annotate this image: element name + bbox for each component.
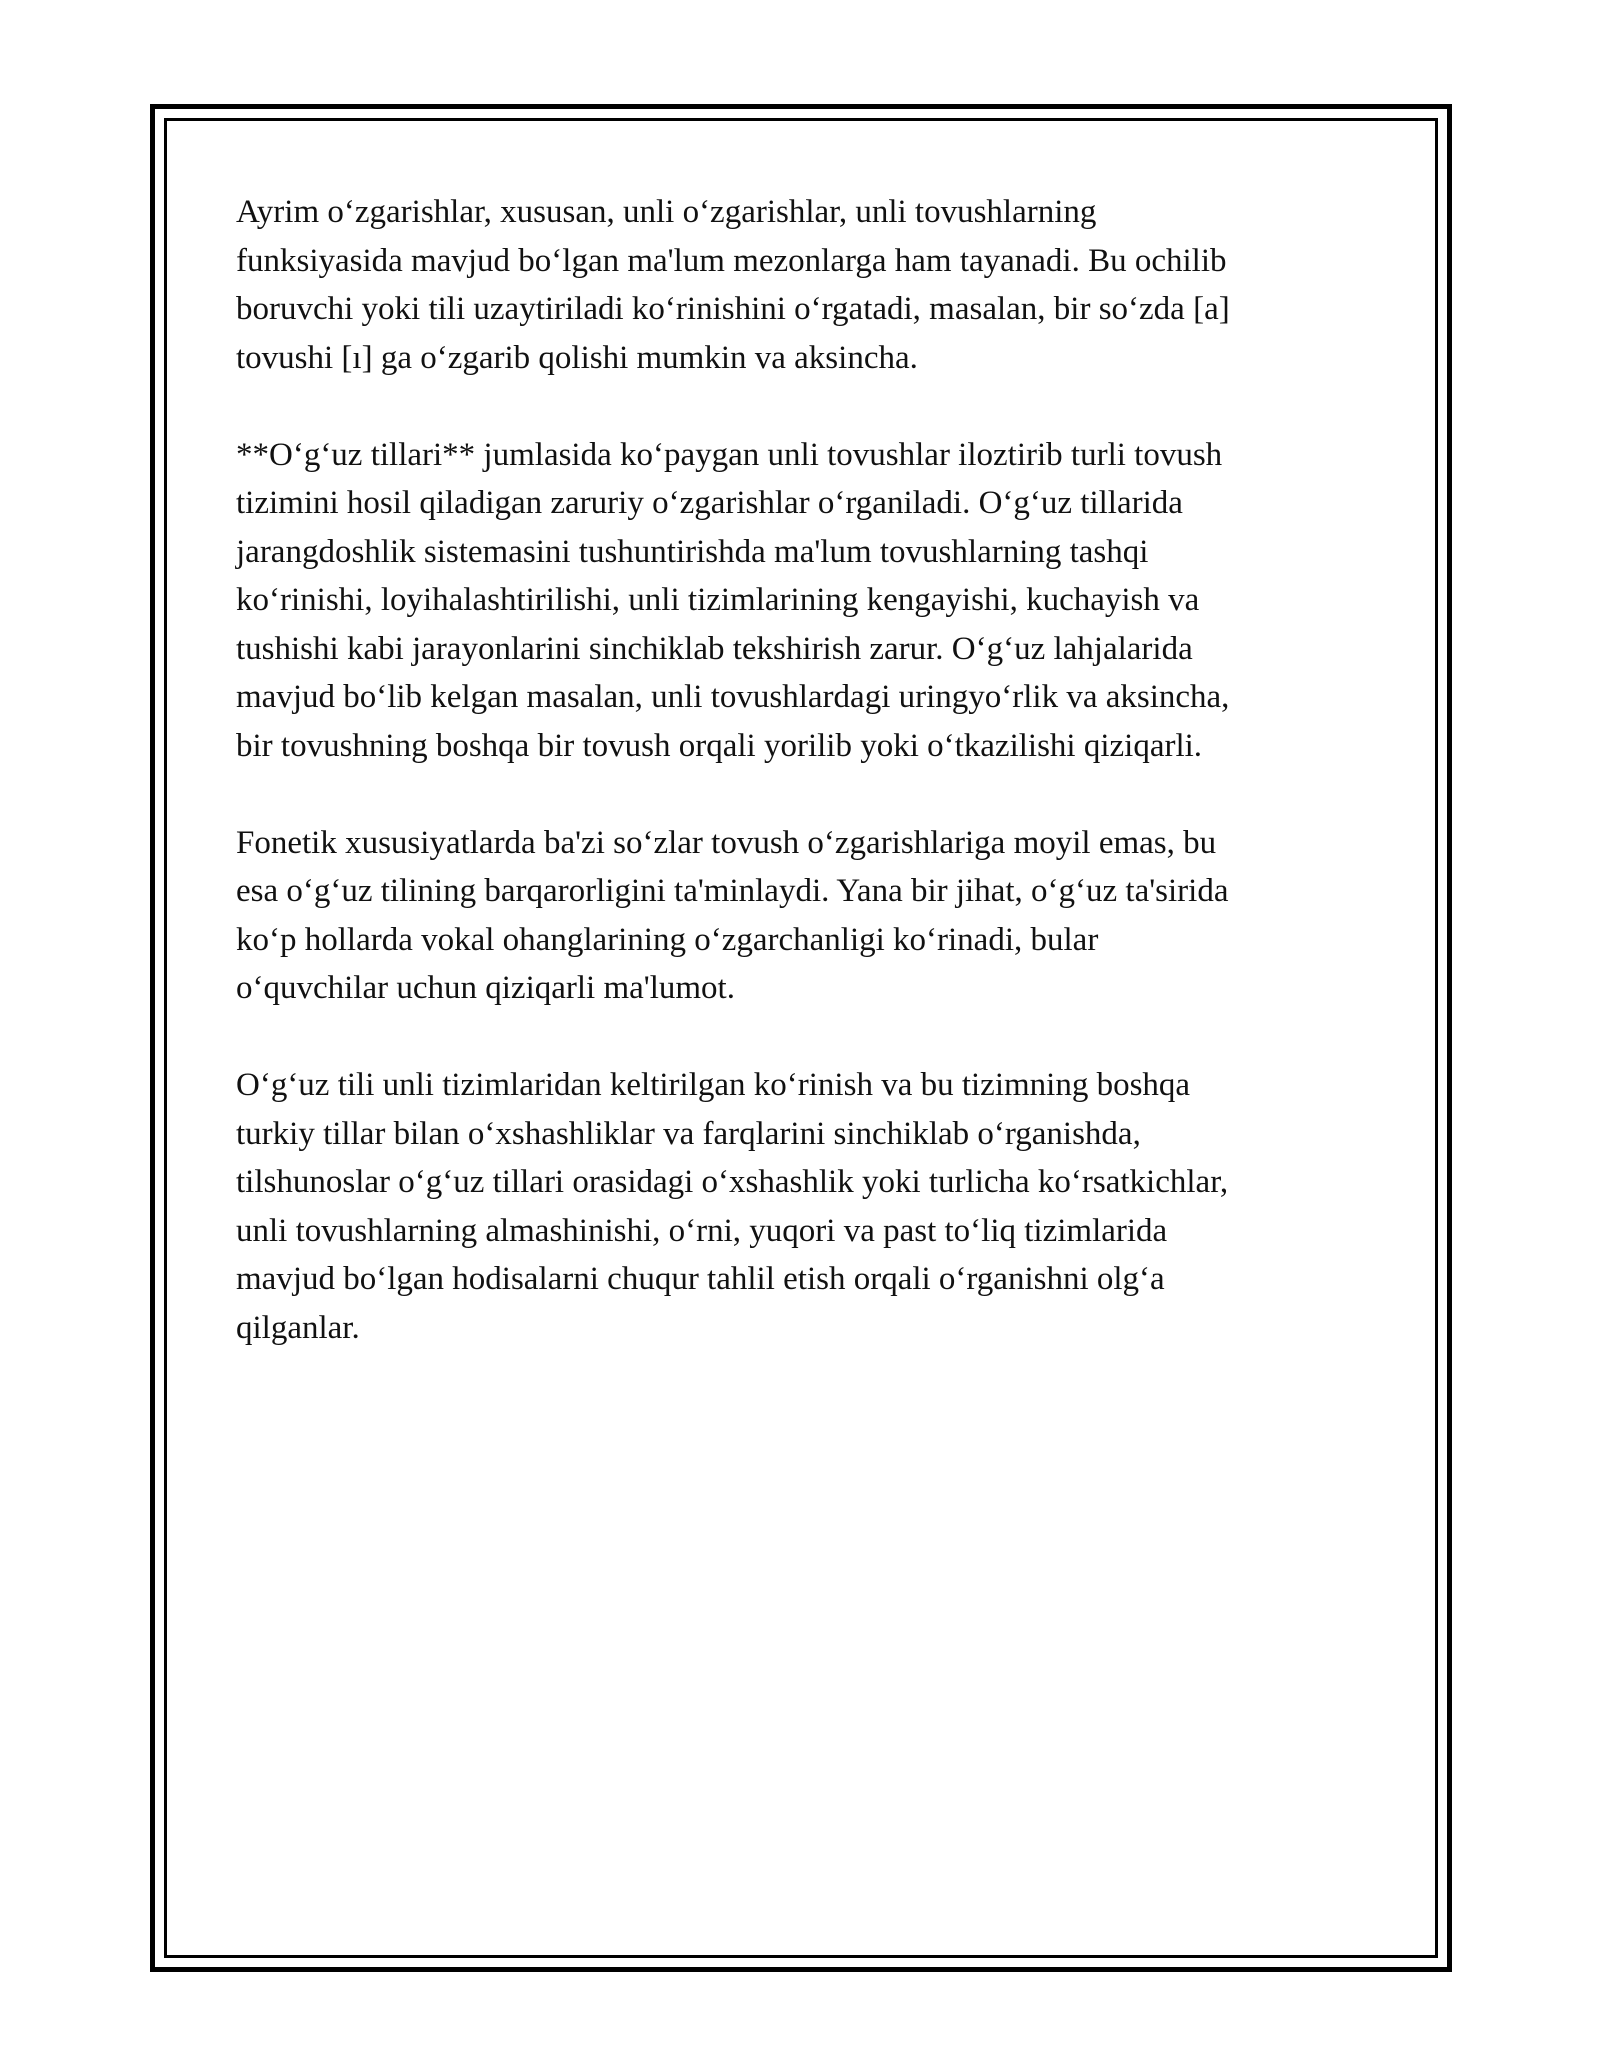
document-body: [236, 188, 1356, 1401]
paragraph-3: Fonetik xususiyatlarda ba'zi so‘zlar tovush o‘zgarishlariga moyil emas, bu esa o‘g‘uz tilining barqarorligini ta'minlaydi. Yana bir jihat, o‘g‘uz ta'sirida ko‘p hollarda vokal ohanglarining o‘zgarchanligi ko‘rinadi, bular o‘quvchilar uchun qiziqarli ma'lumot.: [236, 824, 1229, 1006]
paragraph-2: **O‘g‘uz tillari** jumlasida ko‘paygan unli tovushlar iloztirib turli tovush tizimini hosil qiladigan zaruriy o‘zgarishlar o‘rganiladi. O‘g‘uz tillarida jarangdoshlik sistemasini tushuntirishda ma'lum tovushlarning tashqi ko‘rinishi, loyihalashtirilishi, unli tizimlarining kengayishi, kuchayish va tushishi kabi jarayonlarini sinchiklab tekshirish zarur. O‘g‘uz lahjalarida mavjud bo‘lib kelgan masalan, unli tovushlardagi uringyo‘rlik va aksincha, bir tovushning boshqa bir tovush orqali yorilib yoki o‘tkazilishi qiziqarli.: [236, 436, 1230, 764]
paragraph-1: Ayrim o‘zgarishlar, xususan, unli o‘zgarishlar, unli tovushlarning funksiyasida mavjud bo‘lgan ma'lum mezonlarga ham tayanadi. Bu ochilib boruvchi yoki tili uzaytiriladi ko‘rinishini o‘rgatadi, masalan, bir so‘zda [a] tovushi [ı] ga o‘zgarib qolishi mumkin va aksincha.: [236, 194, 1230, 376]
paragraph-4: O‘g‘uz tili unli tizimlaridan keltirilgan ko‘rinish va bu tizimning boshqa turkiy tillar bilan o‘xshashliklar va farqlarini sinchiklab o‘rganishda, tilshunoslar o‘g‘uz tillari orasidagi o‘xshashlik yoki turlicha ko‘rsatkichlar, unli tovushlarning almashinishi, o‘rni, yuqori va past to‘liq tizimlarida mavjud bo‘lgan hodisalarni chuqur tahlil etish orqali o‘rganishni olg‘a qilganlar.: [236, 1067, 1229, 1346]
